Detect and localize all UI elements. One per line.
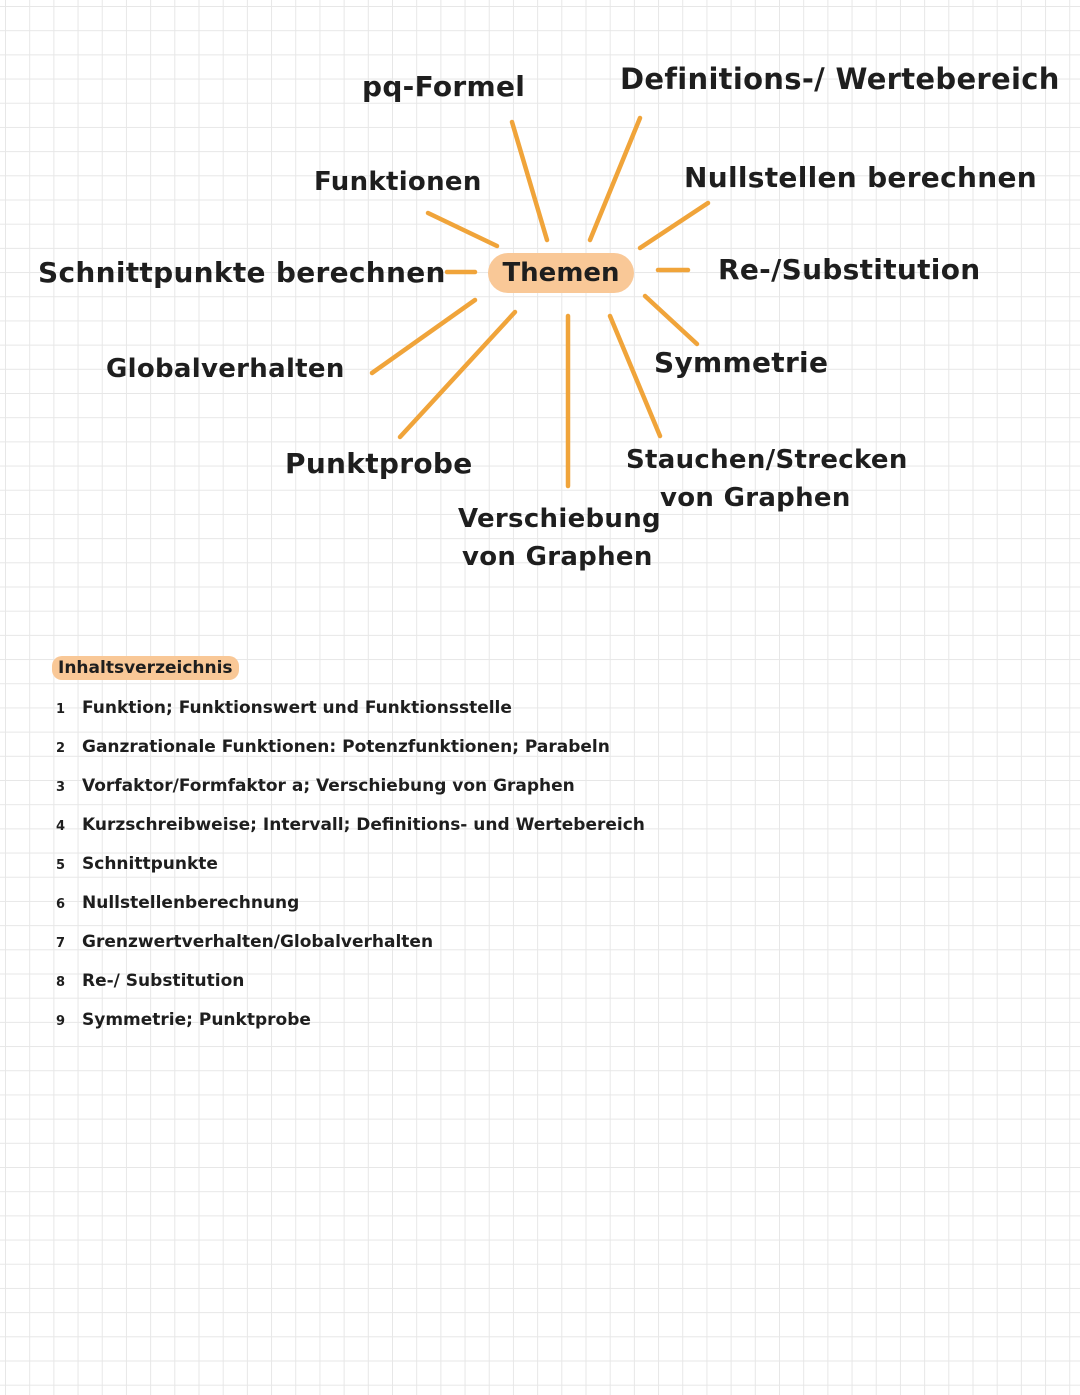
- toc-item-text: Nullstellenberechnung: [82, 893, 300, 913]
- topic-stauchen-line2: von Graphen: [660, 483, 851, 513]
- toc-item: [56, 693, 645, 732]
- toc-item: [56, 1005, 645, 1044]
- topic-schnittpunkte: Schnittpunkte berechnen: [38, 256, 446, 289]
- toc-item-text: Kurzschreibweise; Intervall; Definitions- und Wertebereich: [82, 815, 645, 835]
- topic-verschiebung-line2: von Graphen: [462, 542, 653, 572]
- topic-punktprobe: Punktprobe: [285, 447, 473, 480]
- toc-item-text: Vorfaktor/Formfaktor a; Verschiebung von Graphen: [82, 776, 575, 796]
- topic-globalverhalten: Globalverhalten: [106, 354, 345, 384]
- toc-list: [56, 693, 645, 1044]
- toc-item-text: Grenzwertverhalten/Globalverhalten: [82, 932, 434, 952]
- ray-globalverhalten: [372, 300, 475, 373]
- ray-symmetrie: [645, 296, 697, 344]
- toc-item: [56, 927, 645, 966]
- toc-item-number: 6: [56, 897, 66, 912]
- topic-symmetrie: Symmetrie: [654, 346, 829, 379]
- toc-item: [56, 966, 645, 1005]
- topic-verschiebung: [458, 500, 661, 576]
- toc-heading: Inhaltsverzeichnis: [52, 656, 239, 680]
- toc-item-text: Symmetrie; Punktprobe: [82, 1010, 311, 1030]
- topic-pq-formel: pq-Formel: [362, 70, 526, 103]
- topic-substitution: Re-/Substitution: [718, 253, 981, 286]
- topic-definitionsbereich: Definitions-/ Wertebereich: [620, 62, 1060, 96]
- toc-item: [56, 888, 645, 927]
- ray-pq-formel: [512, 122, 547, 240]
- ray-definitionsbereich: [590, 118, 640, 240]
- topic-funktionen: Funktionen: [314, 167, 482, 197]
- topic-nullstellen: Nullstellen berechnen: [684, 161, 1037, 194]
- toc-item-text: Funktion; Funktionswert und Funktionsstelle: [82, 698, 512, 718]
- ray-funktionen: [428, 213, 497, 246]
- topic-stauchen-strecken: [626, 441, 908, 517]
- topic-verschiebung-line1: Verschiebung: [458, 504, 661, 534]
- toc-item: [56, 849, 645, 888]
- toc-item-number: 7: [56, 936, 66, 951]
- toc-item-number: 2: [56, 741, 66, 756]
- toc-item-number: 3: [56, 780, 66, 795]
- topic-stauchen-line1: Stauchen/Strecken: [626, 445, 908, 475]
- ray-stauchen: [610, 316, 660, 436]
- toc-item: [56, 732, 645, 771]
- toc-item-number: 9: [56, 1014, 66, 1029]
- toc-item: [56, 771, 645, 810]
- toc-item-number: 1: [56, 702, 66, 717]
- toc-item-text: Schnittpunkte: [82, 854, 218, 874]
- toc-item: [56, 810, 645, 849]
- mindmap-center-themen: Themen: [488, 253, 634, 293]
- toc-item-text: Ganzrationale Funktionen: Potenzfunktionen; Parabeln: [82, 737, 610, 757]
- ray-punktprobe: [400, 312, 515, 437]
- toc-item-number: 8: [56, 975, 66, 990]
- toc-item-number: 5: [56, 858, 66, 873]
- ray-nullstellen: [640, 203, 708, 248]
- toc-item-text: Re-/ Substitution: [82, 971, 245, 991]
- toc-item-number: 4: [56, 819, 66, 834]
